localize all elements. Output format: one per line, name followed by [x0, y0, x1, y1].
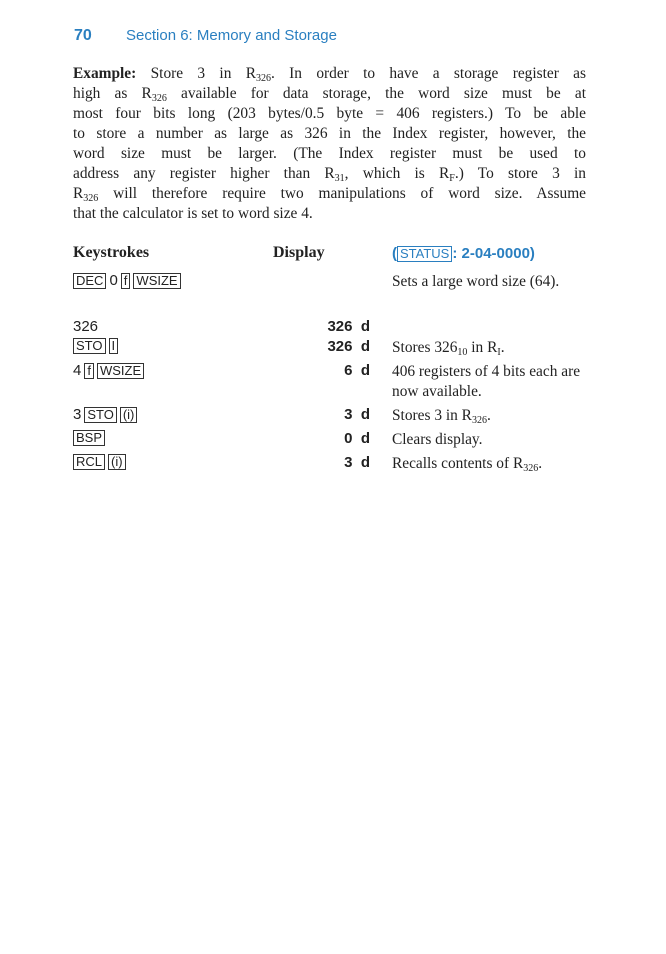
para-line-5: address any register higher than $R_{31}$, which is $R_F$.) To store 3 in: [73, 165, 586, 184]
step-description: 406 registers of 4 bits each are now available.: [392, 363, 581, 400]
key-digit: 326: [73, 318, 99, 335]
display-value: 3 d: [344, 454, 370, 471]
key-cap: DEC: [73, 273, 106, 289]
step-description: Sets a large word size (64).: [392, 273, 560, 290]
status-key: STATUS: [397, 246, 452, 262]
step-description: Stores 3 in $R_{326}$.: [392, 407, 491, 426]
example-paragraph: [73, 64, 586, 224]
key-digit: 4: [73, 362, 82, 379]
display-header: Display: [273, 244, 325, 261]
key-cap: (i): [108, 454, 126, 470]
section-title: Section 6: Memory and Storage: [126, 27, 337, 44]
display-value: 326 d: [327, 338, 370, 355]
para-line-1: high as $R_{326}$ available for data storage, the word size must be at: [73, 85, 586, 104]
page-header: [74, 27, 337, 45]
step-description: Recalls contents of $R_{326}$.: [392, 455, 543, 474]
key-digit: 3: [73, 406, 82, 423]
keystroke-sequence: [73, 430, 105, 446]
keystroke-sequence: [73, 454, 126, 470]
table-row: [73, 406, 593, 426]
keystrokes-header: Keystrokes: [73, 244, 150, 261]
example-label: Example:: [73, 65, 137, 82]
key-cap: I: [109, 338, 119, 354]
key-cap: STO: [84, 407, 117, 423]
key-digit: 0: [109, 272, 118, 289]
para-line-3: to store a number as large as 326 in the Index register, however, the: [73, 125, 586, 142]
table-row: [73, 454, 593, 474]
key-cap: BSP: [73, 430, 105, 446]
display-value: 0 d: [344, 430, 370, 447]
para-line-7: that the calculator is set to word size 4.: [73, 205, 313, 222]
keystroke-sequence: [73, 406, 137, 423]
key-cap: WSIZE: [133, 273, 180, 289]
key-cap: (i): [120, 407, 138, 423]
table-row: [73, 272, 593, 292]
status-header: ( STATUS : 2-04-0000): [392, 245, 535, 262]
key-cap: WSIZE: [97, 363, 144, 379]
display-value: 3 d: [344, 406, 370, 423]
display-value: 6 d: [344, 362, 370, 379]
step-description: Stores $326_{10}$ in $R_I$.: [392, 339, 505, 358]
para-line-2: most four bits long (203 bytes/0.5 byte = 406 registers.) To be able: [73, 105, 586, 122]
key-cap: STO: [73, 338, 106, 354]
keystroke-sequence: [73, 318, 98, 335]
para-line-4: word size must be larger. (The Index register must be used to: [73, 145, 586, 162]
page-number: 70: [74, 27, 92, 44]
keystroke-sequence: [73, 362, 144, 379]
table-row: [73, 430, 593, 450]
para-line-6: $R_{326}$ will therefore require two manipulations of word size. Assume: [73, 185, 586, 204]
display-value: 326 d: [327, 318, 370, 335]
keystroke-sequence: [73, 338, 118, 354]
key-cap: f: [84, 363, 94, 379]
table-row: [73, 362, 593, 400]
para-line-0: Example: Store 3 in $R_{326}$. In order to have a storage register as: [73, 65, 586, 84]
table-row: [73, 338, 593, 358]
step-description: Clears display.: [392, 431, 483, 448]
table-row: [73, 318, 593, 338]
key-cap: RCL: [73, 454, 105, 470]
keystroke-sequence: [73, 272, 181, 289]
key-cap: f: [121, 273, 131, 289]
